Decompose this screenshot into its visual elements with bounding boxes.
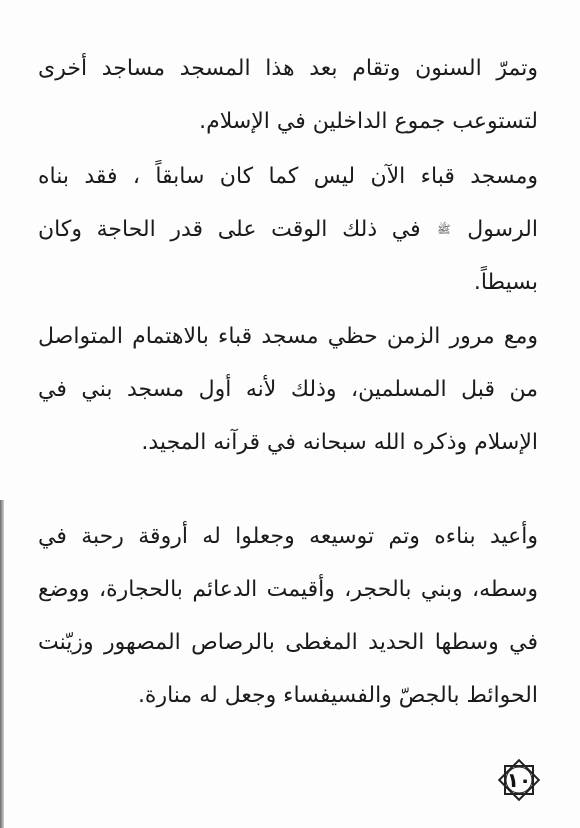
paragraph-2-part-2: في ذلك الوقت على قدر الحاجة وكان بسيطاً. [38,217,538,295]
paragraph-2-part-1: ومسجد قباء الآن ليس كما كان سابقاً ، فقد بناه الرسول [38,164,538,242]
paragraph-4: وأعيد بناءه وتم توسيعه وجعلوا له أروقة رحبة في وسطه، وبني بالحجر، وأقيمت الدعائم بالحجارة، ووضع في وسطها الحديد المغطى بالرصاص المصهور وزيّنت الحوائط بالجصّ والفسيفساء وجعل له منارة. [38,524,538,708]
paragraph-2 [38,150,538,309]
paragraph-1-block [38,42,538,148]
page-number: ١٠ [506,768,532,792]
page-edge-shadow [0,500,4,828]
paragraph-4-block [38,510,538,722]
paragraph-3: ومع مرور الزمن حظي مسجد قباء بالاهتمام المتواصل من قبل المسلمين، وذلك لأنه أول مسجد بني في الإسلام وذكره الله سبحانه في قرآنه المجيد. [38,324,538,455]
prophet-salutation-glyph: ﷺ [437,223,451,236]
page-number-badge [495,756,543,804]
paragraph-3-block [38,310,538,469]
paragraph-2-block [38,150,538,309]
paragraph-1: وتمرّ السنون وتقام بعد هذا المسجد مساجد أخرى لتستوعب جموع الداخلين في الإسلام. [38,56,538,134]
